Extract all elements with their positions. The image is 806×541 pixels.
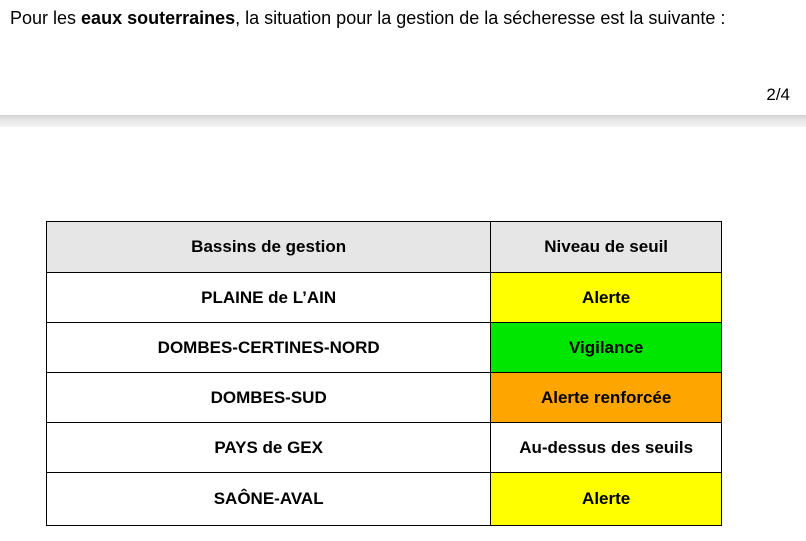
basin-cell: PAYS de GEX	[47, 423, 491, 473]
level-cell: Alerte	[491, 273, 722, 323]
table-header-row	[47, 222, 722, 273]
page-number: 2/4	[766, 85, 790, 104]
level-cell: Alerte renforcée	[491, 373, 722, 423]
basin-cell: DOMBES-CERTINES-NORD	[47, 323, 491, 373]
drought-level-table	[46, 221, 722, 526]
basin-cell: PLAINE de L’AIN	[47, 273, 491, 323]
header-niveau: Niveau de seuil	[491, 222, 722, 273]
level-cell: Vigilance	[491, 323, 722, 373]
level-cell: Alerte	[491, 473, 722, 526]
intro-paragraph	[10, 6, 725, 30]
basin-cell: SAÔNE-AVAL	[47, 473, 491, 526]
table-row	[47, 473, 722, 526]
header-bassins: Bassins de gestion	[47, 222, 491, 273]
table-row	[47, 273, 722, 323]
basin-cell: DOMBES-SUD	[47, 373, 491, 423]
intro-text-before: Pour les	[10, 8, 82, 28]
level-cell: Au-dessus des seuils	[491, 423, 722, 473]
page-separator	[0, 115, 806, 127]
table-row	[47, 373, 722, 423]
table-row	[47, 423, 722, 473]
intro-text-bold: eaux souterraines	[81, 8, 236, 28]
intro-text-after: , la situation pour la gestion de la sécheresse est la suivante :	[235, 8, 726, 28]
table-row	[47, 323, 722, 373]
